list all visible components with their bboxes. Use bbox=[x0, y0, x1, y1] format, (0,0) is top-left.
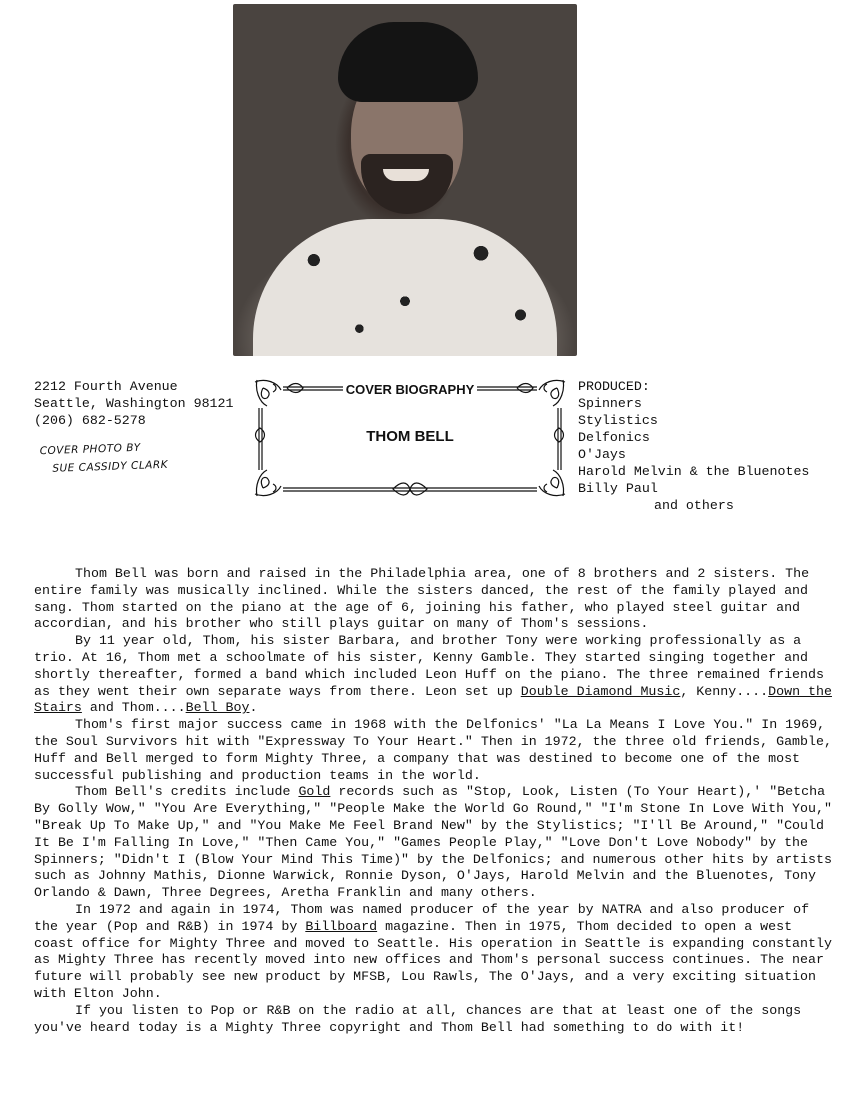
bio-paragraph: If you listen to Pop or R&B on the radio at all, chances are that at least one of the songs you've heard today is a Mighty Three copyright and Thom Bell had something to do with it! bbox=[34, 1002, 802, 1035]
photo-smile bbox=[383, 169, 429, 181]
bio-paragraph: Thom Bell was born and raised in the Philadelphia area, one of 8 brothers and 2 sisters. The entire family was musically inclined. While the sisters danced, the rest of the family played and sang. Thom started on the piano at the age of 6, joining his father, who played steel guitar and accordian, and his brother who still plays guitar on many of Thom's sessions. bbox=[34, 566, 810, 632]
bio-paragraph: Thom Bell's credits include Gold records such as "Stop, Look, Listen (To Your Heart),' "Betcha By Golly Wow," "You Are Everything," "People Make the World Go Round," "I'm Stone In Love With You," "Break Up To Make Up," and "You Make Me Feel Brand New" by the Stylistics; "I'll Be Around," "Could It Be I'm Falling In Love," "Then Came You," "Games People Play," "Love Don't Love Nobody" by the Spinners; "Didn't I (Blow Your Mind This Time)" by the Delfonics; and numerous other hits by artists such as Johnny Mathis, Dionne Warwick, Ronnie Dyson, O'Jays, Harold Melvin and the Bluenotes, Tony Orlando & Dawn, Three Degrees, Aretha Franklin and many others. bbox=[34, 784, 832, 901]
artist-name: THOM BELL bbox=[366, 428, 454, 445]
cover-biography-title: COVER BIOGRAPHY bbox=[253, 382, 567, 397]
address-block bbox=[34, 378, 234, 429]
underlined-company: Bell Boy bbox=[185, 700, 250, 716]
underlined-publication: Billboard bbox=[305, 918, 378, 934]
produced-artist: O'Jays bbox=[578, 447, 626, 462]
address-city: Seattle, Washington 98121 bbox=[34, 396, 234, 411]
bio-paragraph: In 1972 and again in 1974, Thom was named producer of the year by NATRA and also producer of the year (Pop and R&B) in 1974 by Billboard magazine. Then in 1975, Thom decided to open a west coast office for Mighty Three and moved to Seattle. His operation in Seattle is expanding constantly as Mighty Three has recently moved into new offices and Thom's personal success continues. The near future will probably see new product by MFSB, Lou Rawls, The O'Jays, and a very exciting situation with Elton John. bbox=[34, 901, 832, 1001]
produced-artist: Harold Melvin & the Bluenotes bbox=[578, 464, 810, 479]
photo-credit-line1: COVER PHOTO BY bbox=[39, 441, 141, 458]
produced-others: and others bbox=[654, 498, 734, 513]
bio-paragraph: By 11 year old, Thom, his sister Barbara, and brother Tony were working professionally as a trio. At 16, Thom met a schoolmate of his sister, Kenny Gamble. They started singing together and shortly thereafter, formed a band which included Leon Huff on the piano. The three remained friends as they went their own separate ways from there. Leon set up Double Diamond Music, Kenny....Down the Stairs and Thom....Bell Boy. bbox=[34, 633, 832, 716]
produced-list bbox=[578, 378, 809, 514]
cover-photo bbox=[233, 4, 577, 356]
address-phone: (206) 682-5278 bbox=[34, 413, 146, 428]
produced-artist: Billy Paul bbox=[578, 481, 658, 496]
underlined-word: Gold bbox=[298, 784, 331, 800]
photo-beard bbox=[361, 154, 453, 214]
cover-biography-frame bbox=[253, 378, 567, 498]
photo-credit-line2: SUE CASSIDY CLARK bbox=[52, 458, 169, 475]
underlined-company: Double Diamond Music bbox=[520, 683, 681, 699]
bio-paragraph: Thom's first major success came in 1968 with the Delfonics' "La La Means I Love You." In 1969, the Soul Survivors hit with "Expressway To Your Heart." Then in 1972, the three old friends, Gamble, Huff and Bell merged to form Mighty Three, a company that was destined to become one of the most successful publishing and production teams in the world. bbox=[34, 717, 832, 783]
produced-artist: Spinners bbox=[578, 396, 642, 411]
photo-shirt bbox=[253, 219, 557, 356]
photo-credit-note bbox=[39, 438, 168, 478]
produced-heading: PRODUCED: bbox=[578, 379, 650, 394]
photo-hair bbox=[338, 22, 478, 102]
produced-artist: Stylistics bbox=[578, 413, 658, 428]
produced-artist: Delfonics bbox=[578, 430, 650, 445]
underlined-company: Down the Stairs bbox=[34, 683, 832, 716]
address-street: 2212 Fourth Avenue bbox=[34, 379, 178, 394]
biography-text bbox=[34, 566, 834, 1036]
